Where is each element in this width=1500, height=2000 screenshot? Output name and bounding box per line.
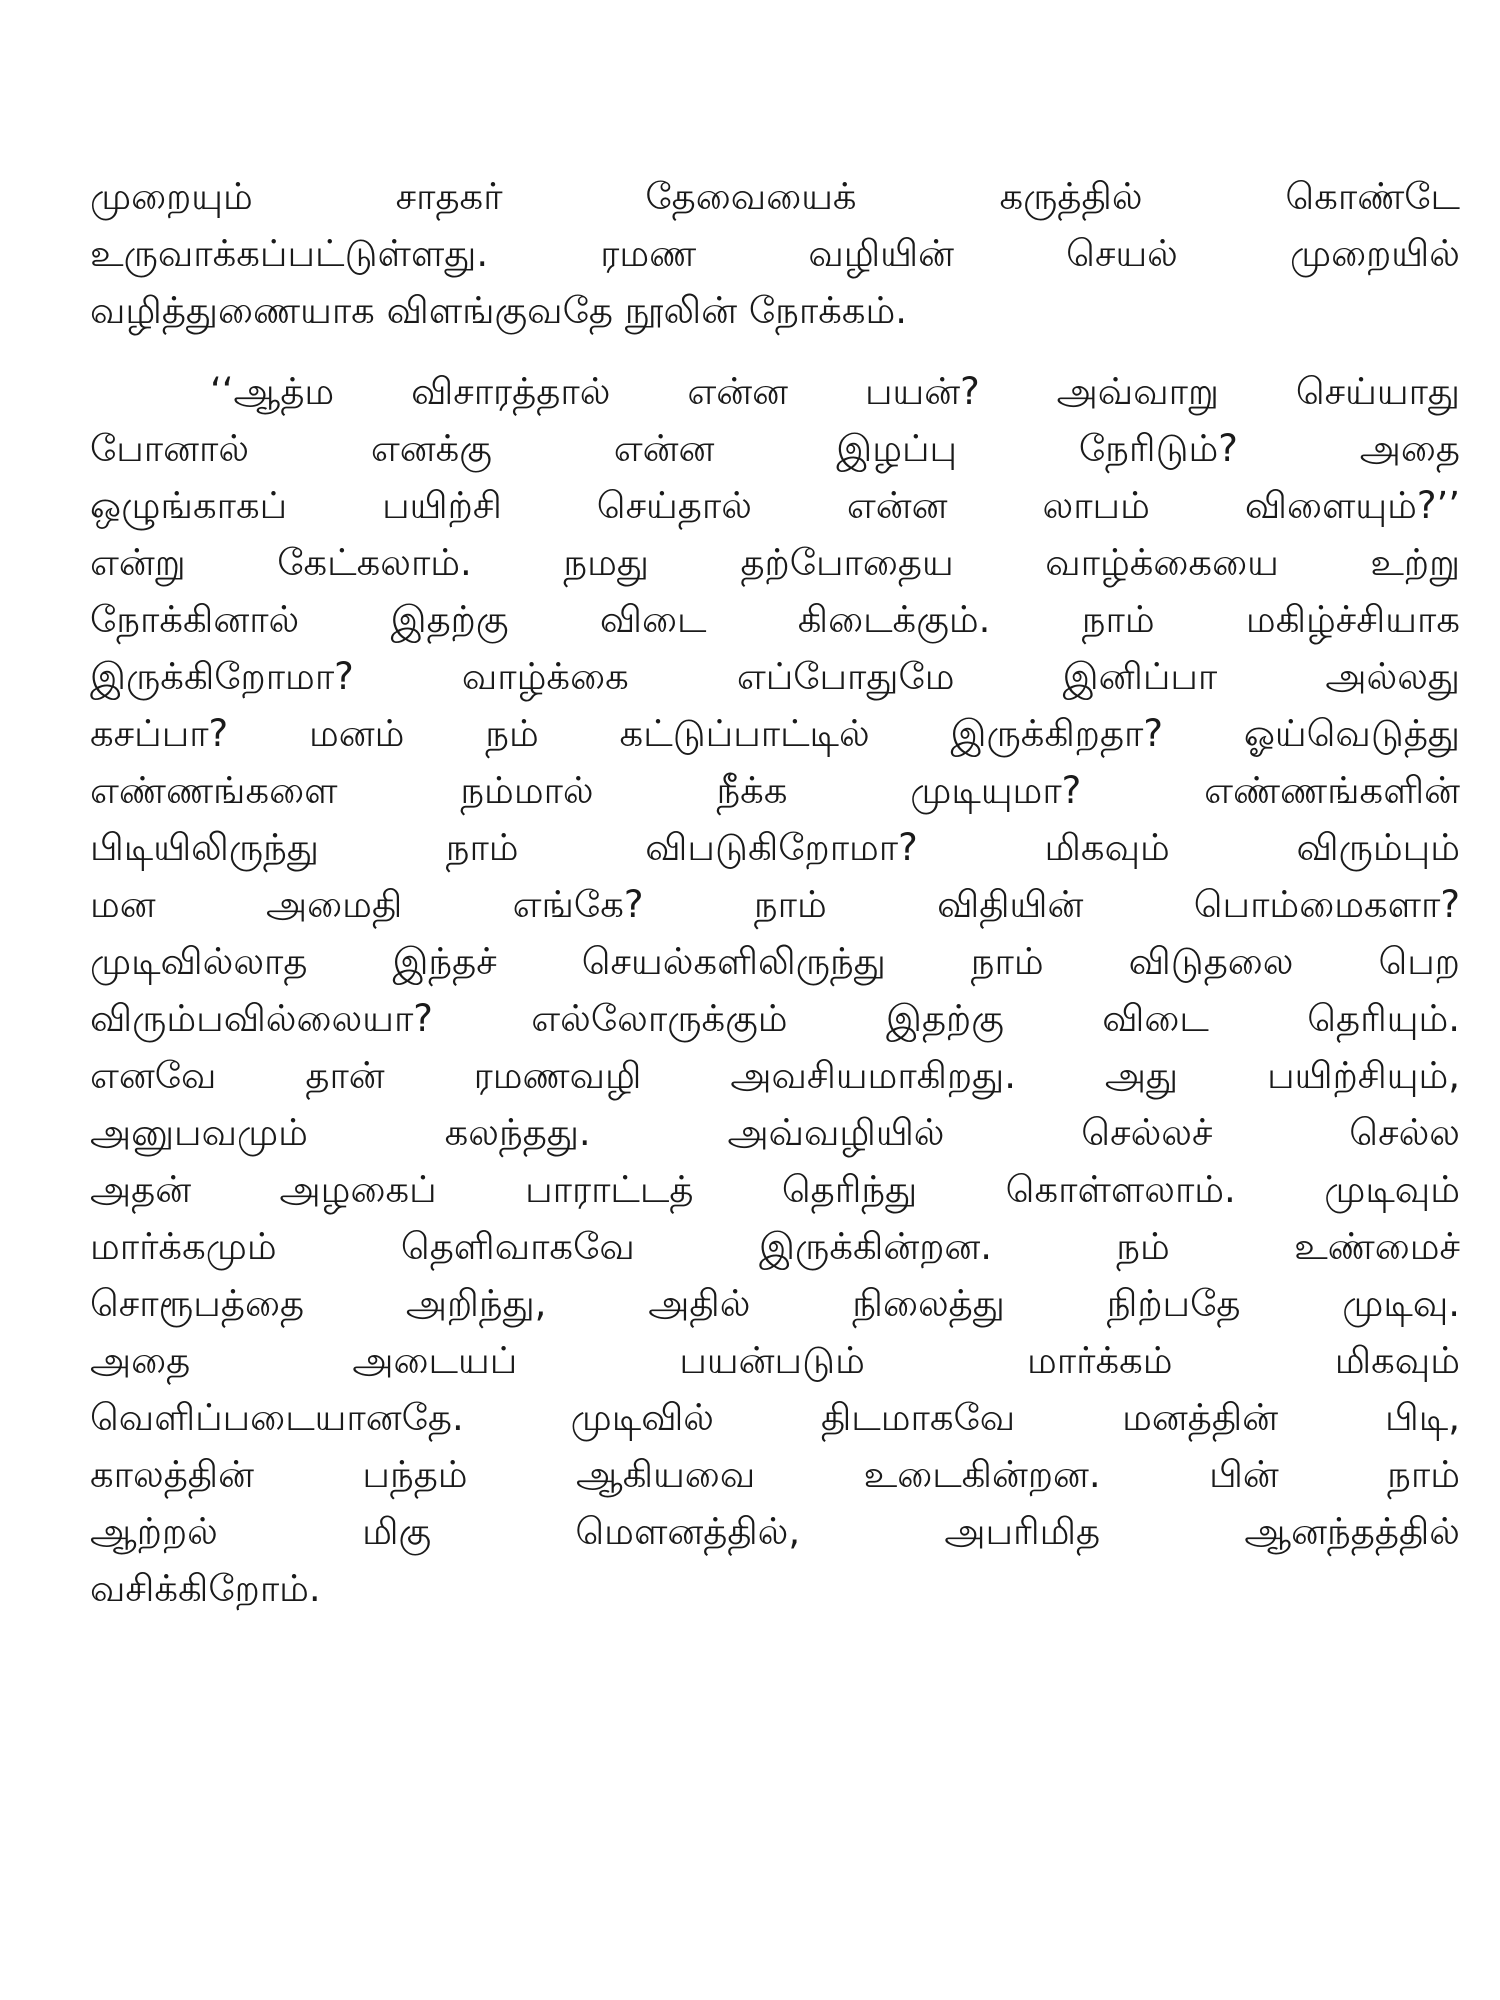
text-line: என்று கேட்கலாம். நமது தற்போதைய வாழ்க்கையை உற்று (90, 541, 1460, 584)
text-line: காலத்தின் பந்தம் ஆகியவை உடைகின்றன. பின் நாம் (90, 1453, 1460, 1496)
text-line: பிடியிலிருந்து நாம் விபடுகிறோமா? மிகவும் விரும்பும் (90, 826, 1460, 869)
text-line: போனால் எனக்கு என்ன இழப்பு நேரிடும்? அதை (90, 427, 1460, 470)
text-line: ஒழுங்காகப் பயிற்சி செய்தால் என்ன லாபம் விளையும்?’’ (90, 484, 1460, 527)
text-line: ‘‘ஆத்ம விசாரத்தால் என்ன பயன்? அவ்வாறு செய்யாது (210, 370, 1460, 413)
text-line: முறையும் சாதகர் தேவையைக் கருத்தில் கொண்டே (90, 175, 1460, 218)
text-line: அனுபவமும் கலந்தது. அவ்வழியில் செல்லச் செல்ல (90, 1111, 1460, 1154)
text-line: வழித்துணையாக விளங்குவதே நூலின் நோக்கம். (90, 289, 908, 332)
paragraph-intro (90, 168, 1460, 339)
text-line: சொரூபத்தை அறிந்து, அதில் நிலைத்து நிற்பதே முடிவு. (90, 1282, 1460, 1325)
text-line: ஆற்றல் மிகு மௌனத்தில், அபரிமித ஆனந்தத்தில் (90, 1510, 1460, 1553)
text-line: எனவே தான் ரமணவழி அவசியமாகிறது. அது பயிற்சியும், (90, 1054, 1460, 1097)
text-line: அதை அடையப் பயன்படும் மார்க்கம் மிகவும் (90, 1339, 1460, 1382)
document-page (90, 168, 1460, 1617)
text-line: மார்க்கமும் தெளிவாகவே இருக்கின்றன. நம் உண்மைச் (90, 1225, 1460, 1268)
text-line: இருக்கிறோமா? வாழ்க்கை எப்போதுமே இனிப்பா அல்லது (90, 655, 1460, 698)
text-line: முடிவில்லாத இந்தச் செயல்களிலிருந்து நாம் விடுதலை பெற (90, 940, 1460, 983)
paragraph-body (90, 363, 1460, 1617)
text-line: வசிக்கிறோம். (90, 1567, 321, 1610)
text-line: கசப்பா? மனம் நம் கட்டுப்பாட்டில் இருக்கிறதா? ஓய்வெடுத்து (90, 712, 1460, 755)
text-line: விரும்பவில்லையா? எல்லோருக்கும் இதற்கு விடை தெரியும். (90, 997, 1460, 1040)
text-line: நோக்கினால் இதற்கு விடை கிடைக்கும். நாம் மகிழ்ச்சியாக (90, 598, 1460, 641)
text-line: உருவாக்கப்பட்டுள்ளது. ரமண வழியின் செயல் முறையில் (90, 232, 1460, 275)
text-line: வெளிப்படையானதே. முடிவில் திடமாகவே மனத்தின் பிடி, (90, 1396, 1460, 1439)
text-line: அதன் அழகைப் பாராட்டத் தெரிந்து கொள்ளலாம். முடிவும் (90, 1168, 1460, 1211)
text-line: மன அமைதி எங்கே? நாம் விதியின் பொம்மைகளா? (90, 883, 1460, 926)
text-line: எண்ணங்களை நம்மால் நீக்க முடியுமா? எண்ணங்களின் (90, 769, 1460, 812)
